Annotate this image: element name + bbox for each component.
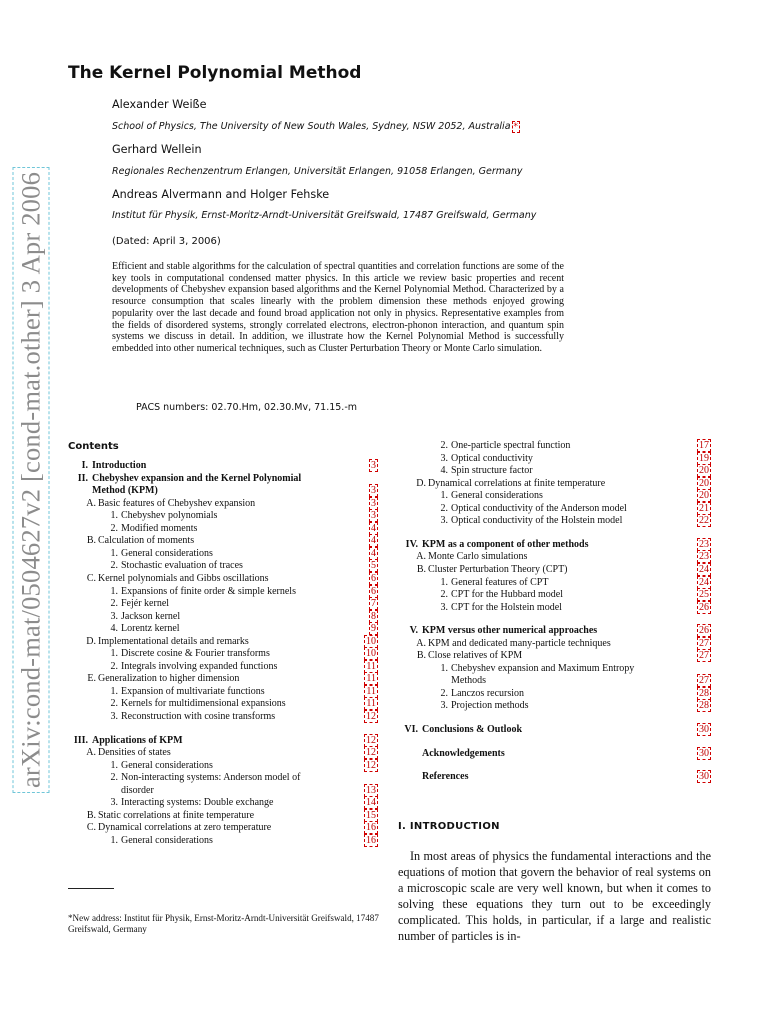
toc-title: CPT for the Hubbard model [451, 589, 564, 601]
toc-title: General considerations [121, 834, 213, 846]
toc-title: Chebyshev polynomials [121, 510, 218, 522]
toc-page-link[interactable]: 26 [699, 601, 709, 613]
toc-page-link[interactable]: 20 [699, 477, 709, 489]
toc-number: 2. [110, 698, 118, 710]
toc-title: CPT for the Holstein model [451, 601, 562, 613]
pacs-numbers: PACS numbers: 02.70.Hm, 02.30.Mv, 71.15.-m [136, 402, 358, 413]
toc-number: B. [416, 650, 426, 662]
toc-number: 3. [110, 711, 118, 722]
toc-number: 3. [440, 515, 448, 527]
toc-page-link[interactable]: 23 [699, 551, 709, 563]
table-of-contents-left [68, 460, 378, 880]
toc-title: Cluster Perturbation Theory (CPT) [428, 563, 568, 575]
toc-page-link[interactable]: 26 [699, 625, 709, 637]
toc-title: Densities of states [98, 747, 171, 759]
toc-page-link[interactable]: 11 [366, 660, 376, 672]
toc-title: Implementational details and remarks [98, 635, 249, 647]
author-affiliation: School of Physics, The University of New South Wales, Sydney, NSW 2052, Australia * [112, 121, 519, 132]
toc-title: Reconstruction with cosine transforms [121, 711, 276, 722]
toc-page-link[interactable]: 15 [366, 809, 376, 821]
toc-title: Calculation of moments [98, 535, 195, 547]
toc-page-link[interactable]: 4 [371, 522, 376, 534]
toc-number: 1. [440, 490, 448, 502]
toc-title: Spin structure factor [451, 465, 533, 477]
toc-title: Integrals involving expanded functions [121, 660, 278, 672]
toc-number: 3. [440, 700, 448, 712]
toc-page-link[interactable]: 5 [371, 560, 376, 572]
toc-number: D. [416, 477, 426, 489]
author-affiliation: Regionales Rechenzentrum Erlangen, Universität Erlangen, 91058 Erlangen, Germany [112, 166, 523, 177]
toc-number: 1. [110, 648, 118, 660]
toc-page-link[interactable]: 16 [366, 834, 376, 846]
toc-page-link[interactable]: 30 [699, 771, 709, 783]
toc-number: IV. [405, 538, 418, 550]
toc-number: A. [416, 551, 426, 563]
toc-title: KPM versus other numerical approaches [422, 625, 598, 637]
toc-number: 1. [110, 585, 118, 597]
toc-title: Static correlations at finite temperature [98, 809, 255, 821]
toc-title: Interacting systems: Double exchange [121, 797, 274, 809]
toc-title: General considerations [121, 759, 213, 771]
toc-number: 1. [110, 759, 118, 771]
toc-page-link[interactable]: 28 [699, 687, 709, 699]
toc-page-link[interactable]: 30 [699, 724, 709, 735]
toc-title: Discrete cosine & Fourier transforms [121, 648, 270, 660]
toc-title: Acknowledgements [422, 747, 505, 759]
toc-number: 1. [110, 510, 118, 522]
toc-page-link[interactable]: 23 [699, 538, 709, 550]
toc-page-link[interactable]: 12 [366, 711, 376, 722]
toc-page-link[interactable]: 19 [699, 452, 709, 464]
paper-title: The Kernel Polynomial Method [68, 63, 362, 83]
toc-number: 3. [110, 610, 118, 622]
toc-number: C. [86, 822, 96, 834]
toc-title: Projection methods [451, 700, 529, 712]
toc-number: 3. [440, 601, 448, 613]
toc-title: Close relatives of KPM [428, 650, 523, 662]
toc-page-link[interactable]: 13 [366, 784, 376, 796]
toc-title: General features of CPT [451, 576, 549, 588]
toc-page-link[interactable]: 22 [699, 515, 709, 527]
toc-number: C. [86, 572, 96, 584]
toc-number: II. [77, 472, 88, 484]
toc-number: VI. [404, 724, 418, 735]
toc-title: Lanczos recursion [451, 687, 525, 699]
toc-title: Introduction [92, 460, 147, 471]
toc-page-link[interactable]: 28 [699, 700, 709, 712]
toc-title: Lorentz kernel [121, 623, 180, 635]
toc-title: Non-interacting systems: Anderson model of [121, 772, 301, 784]
arxiv-identifier[interactable]: arXiv:cond-mat/0504627v2 [cond-mat.other] 3 Apr 2006 [15, 171, 46, 789]
toc-title: Dynamical correlations at zero temperature [98, 822, 272, 834]
toc-title: References [422, 771, 469, 783]
toc-number: D. [86, 635, 96, 647]
toc-number: A. [86, 497, 96, 509]
toc-page-link[interactable]: 27 [699, 637, 709, 649]
toc-number: 3. [440, 452, 448, 464]
toc-page-link[interactable]: 12 [366, 759, 376, 771]
toc-page-link[interactable]: 12 [366, 734, 376, 746]
author-name: Gerhard Wellein [112, 143, 202, 156]
toc-number: 2. [440, 502, 448, 514]
toc-number: 1. [110, 547, 118, 559]
toc-number: 2. [110, 598, 118, 610]
toc-title: Expansions of finite order & simple kernels [121, 585, 296, 597]
toc-number: A. [86, 747, 96, 759]
toc-title: Dynamical correlations at finite temperature [428, 477, 606, 489]
contents-heading: Contents [68, 441, 119, 452]
toc-page-link[interactable]: 20 [699, 465, 709, 477]
toc-title: One-particle spectral function [451, 440, 571, 451]
toc-title: Chebyshev expansion and the Kernel Polynomial [92, 472, 302, 484]
toc-number: I. [81, 460, 88, 471]
toc-title: Stochastic evaluation of traces [121, 560, 243, 572]
toc-page-link[interactable]: 24 [699, 563, 709, 575]
toc-title: Fejér kernel [121, 598, 170, 610]
toc-page-link[interactable]: 30 [699, 747, 709, 759]
toc-number: B. [86, 809, 96, 821]
toc-page-link[interactable]: 11 [366, 673, 376, 685]
author-name: Alexander Weiße [112, 98, 207, 111]
toc-page-link[interactable]: 3 [371, 460, 376, 471]
toc-page-link[interactable]: 25 [699, 589, 709, 601]
toc-number: 3. [110, 797, 118, 809]
toc-number: 1. [110, 834, 118, 846]
intro-paragraph: In most areas of physics the fundamental interactions and the equations of motion that govern the behavior of real systems on a microscopic scale are very well known, but when it comes to solving these equations they turn out to be exceedingly complicated. This holds, in particular, if a large and realistic number of particles is in- [398, 849, 711, 943]
table-of-contents-right [398, 440, 711, 800]
toc-title: Expansion of multivariate functions [121, 685, 265, 697]
toc-page-link[interactable]: 6 [371, 572, 376, 584]
toc-number: A. [416, 637, 426, 649]
footnote: *New address: Institut für Physik, Ernst-Moritz-Arndt-Universität Greifswald, 17487 Greifswald, Germany [68, 913, 379, 934]
toc-title: Chebyshev expansion and Maximum Entropy [451, 662, 635, 674]
footnote-rule [68, 888, 114, 889]
toc-title: Basic features of Chebyshev expansion [98, 497, 256, 509]
toc-number: 2. [110, 660, 118, 672]
toc-title: KPM and dedicated many-particle techniques [428, 637, 611, 649]
toc-page-link[interactable]: 12 [366, 747, 376, 759]
toc-page-link[interactable]: 10 [366, 635, 376, 647]
toc-page-link[interactable]: 27 [699, 650, 709, 662]
toc-title: Methods [451, 675, 486, 687]
author-name: Andreas Alvermann and Holger Fehske [112, 188, 330, 201]
toc-title: KPM as a component of other methods [422, 538, 589, 550]
toc-number: 1. [440, 662, 448, 674]
toc-page-link[interactable]: 27 [699, 675, 709, 687]
toc-number: 2. [440, 589, 448, 601]
toc-number: B. [416, 563, 426, 575]
section-heading: I. INTRODUCTION [398, 821, 500, 832]
toc-number: 1. [110, 685, 118, 697]
toc-page-link[interactable]: 6 [371, 585, 376, 597]
toc-number: V. [409, 625, 418, 637]
toc-number: 4. [110, 623, 118, 635]
dated-line: (Dated: April 3, 2006) [112, 236, 221, 247]
toc-number: 1. [440, 576, 448, 588]
toc-title: disorder [121, 784, 154, 796]
toc-title: General considerations [121, 547, 213, 559]
toc-page-link[interactable]: 3 [371, 497, 376, 509]
toc-page-link[interactable]: 3 [371, 510, 376, 522]
toc-number: III. [73, 734, 88, 746]
author-affiliation: Institut für Physik, Ernst-Moritz-Arndt-Universität Greifswald, 17487 Greifswald, Germany [112, 210, 537, 221]
toc-title: General considerations [451, 490, 543, 502]
toc-page-link[interactable]: 9 [371, 623, 376, 635]
toc-title: Optical conductivity of the Holstein model [451, 515, 623, 527]
toc-page-link[interactable]: 4 [371, 547, 376, 559]
toc-title: Kernel polynomials and Gibbs oscillations [98, 572, 269, 584]
toc-title: Monte Carlo simulations [428, 551, 528, 563]
toc-number: 4. [440, 465, 448, 477]
toc-number: B. [86, 535, 96, 547]
toc-page-link[interactable]: 17 [699, 440, 709, 451]
toc-number: 2. [110, 522, 118, 534]
toc-page-link[interactable]: 7 [371, 598, 376, 610]
toc-title: Applications of KPM [92, 734, 183, 746]
toc-page-link[interactable]: 14 [366, 797, 376, 809]
toc-number: 2. [440, 440, 448, 451]
toc-number: E. [87, 673, 96, 685]
toc-page-link[interactable]: 16 [366, 822, 376, 834]
toc-page-link[interactable]: 4 [371, 535, 376, 547]
footnote-marker[interactable]: * [513, 122, 519, 132]
toc-page-link[interactable]: 3 [371, 485, 376, 497]
toc-page-link[interactable]: 20 [699, 490, 709, 502]
toc-page-link[interactable]: 8 [371, 610, 376, 622]
toc-title: Modified moments [121, 522, 198, 534]
toc-page-link[interactable]: 24 [699, 576, 709, 588]
toc-title: Optical conductivity of the Anderson model [451, 502, 627, 514]
toc-page-link[interactable]: 11 [366, 698, 376, 710]
arxiv-stamp [13, 170, 49, 790]
toc-number: 2. [440, 687, 448, 699]
toc-page-link[interactable]: 11 [366, 685, 376, 697]
toc-title: Method (KPM) [92, 485, 158, 497]
toc-title: Kernels for multidimensional expansions [121, 698, 286, 710]
toc-number: 2. [110, 772, 118, 784]
toc-title: Generalization to higher dimension [98, 673, 240, 685]
toc-number: 2. [110, 560, 118, 572]
toc-title: Conclusions & Outlook [422, 724, 523, 735]
toc-title: Optical conductivity [451, 452, 533, 464]
abstract: Efficient and stable algorithms for the calculation of spectral quantities and correlation functions are some of the key tools in computational condensed matter physics. In this article we review basic properties and recent developments of Chebyshev expansion based algorithms and the Kernel Polynomial Method. Characterized by a resource consumption that scales linearly with the problem dimension these methods enjoyed growing popularity over the last decade and found broad application not only in physics. Representative examples from the fields of disordered systems, strongly correlated electrons, electron-phonon interaction, and quantum spin systems we discuss in detail. In addition, we illustrate how the Kernel Polynomial Method is successfully embedded into other numerical techniques, such as Cluster Perturbation Theory or Monte Carlo simulation. [112, 261, 564, 354]
toc-page-link[interactable]: 21 [699, 502, 709, 514]
toc-title: Jackson kernel [121, 610, 181, 622]
toc-page-link[interactable]: 10 [366, 648, 376, 660]
